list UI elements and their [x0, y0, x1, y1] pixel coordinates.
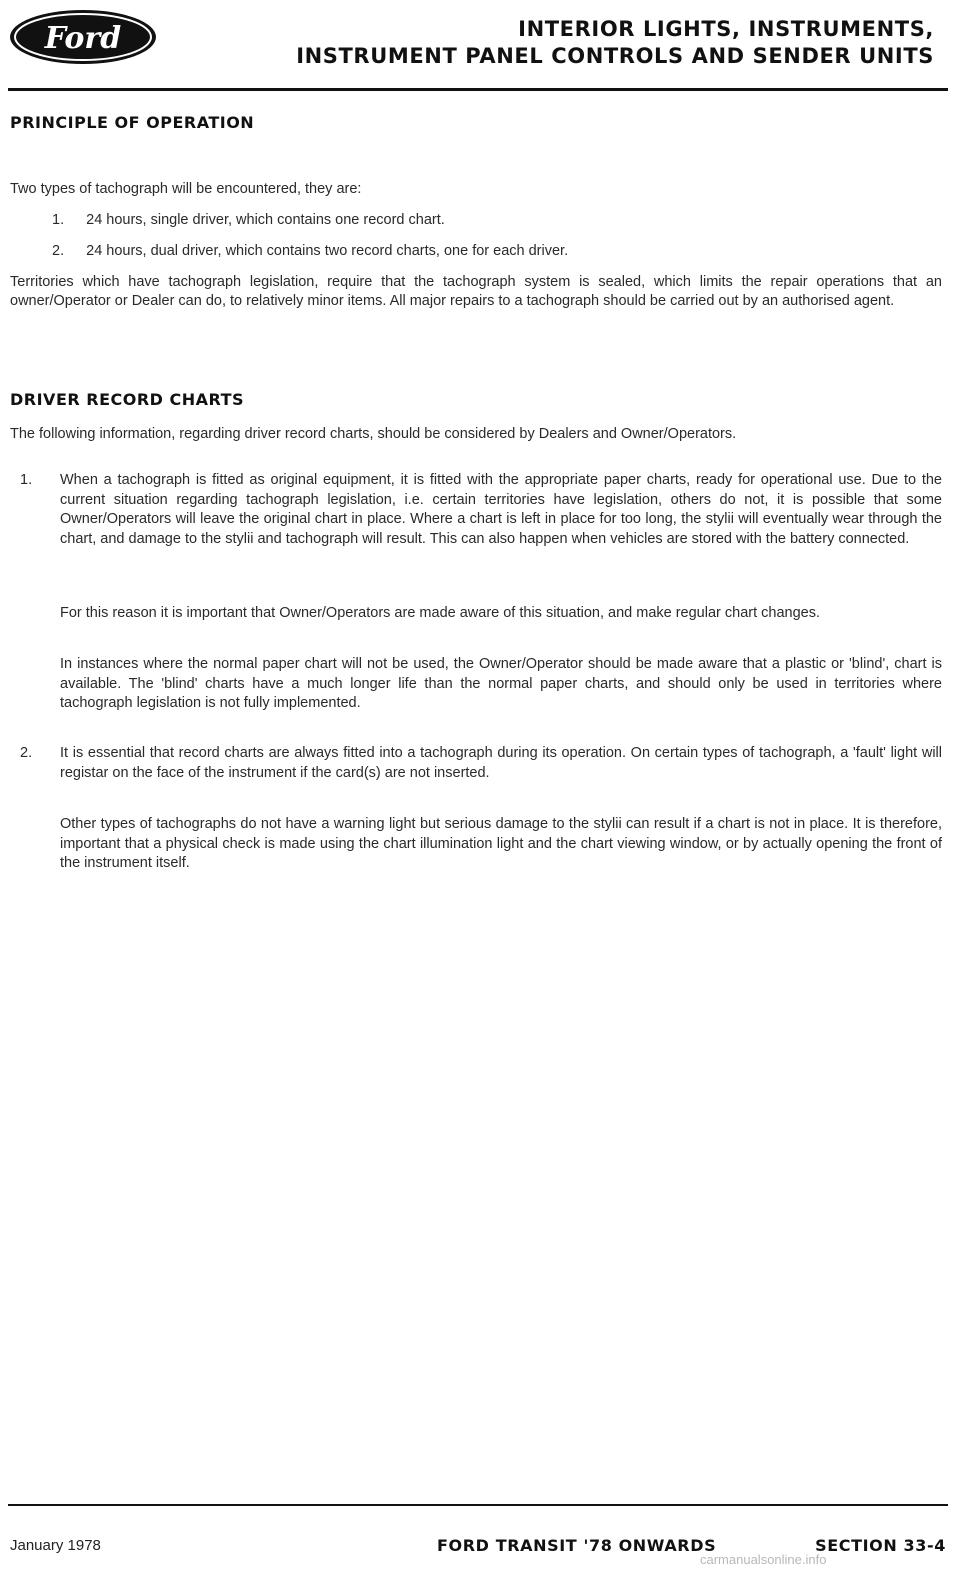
- item-text: 24 hours, single driver, which contains one record chart.: [86, 212, 445, 228]
- item-paragraph: Other types of tachographs do not have a warning light but serious damage to the stylii can result if a chart is not in place. It is therefore, important that a physical check is made using the chart illumination light and the chart viewing window, or by actually opening the front of the instrument itself.: [60, 816, 942, 871]
- ford-logo: [8, 8, 158, 66]
- list-item: [52, 242, 568, 261]
- footer-section-number: SECTION 33-4: [815, 1536, 946, 1555]
- territories-paragraph: Territories which have tachograph legislation, require that the tachograph system is sealed, which limits the repair operations that an owner/Operator or Dealer can do, to relatively minor items. All major repairs to a tachograph should be carried out by an authorised agent.: [10, 274, 942, 309]
- principle-heading: PRINCIPLE OF OPERATION: [10, 113, 255, 132]
- footer-date: January 1978: [10, 1537, 101, 1554]
- title-line-1: INTERIOR LIGHTS, INSTRUMENTS,: [518, 17, 934, 41]
- principle-intro: Two types of tachograph will be encountered, they are:: [10, 181, 362, 197]
- item-paragraph: It is essential that record charts are always fitted into a tachograph during its operation. On certain types of tachograph, a 'fault' light will registar on the face of the instrument if the card(s) are not inserted.: [60, 745, 942, 781]
- driver-charts-intro: The following information, regarding driver record charts, should be considered by Dealers and Owner/Operators.: [10, 426, 737, 442]
- item-number: 2.: [52, 243, 65, 259]
- page-title: [296, 16, 934, 70]
- footer-divider: [8, 1504, 948, 1506]
- item-number: 1.: [52, 212, 65, 228]
- item-paragraph: In instances where the normal paper chart will not be used, the Owner/Operator should be made aware that a plastic or 'blind', chart is available. The 'blind' charts have a much longer life than the normal paper charts, and should only be used in territories where tachograph legislation is not fully implemented.: [60, 656, 942, 711]
- title-line-2: INSTRUMENT PANEL CONTROLS AND SENDER UNITS: [296, 44, 934, 68]
- item-number: 2.: [20, 745, 33, 761]
- header-divider: [8, 88, 948, 91]
- footer-publication: FORD TRANSIT '78 ONWARDS: [437, 1536, 717, 1555]
- watermark: carmanualsonline.info: [700, 1552, 827, 1567]
- item-paragraph: When a tachograph is fitted as original equipment, it is fitted with the appropriate paper charts, ready for operational use. Due to the current situation regarding tachograph legislation, i.e. certain territories have legislation, others do not, it is possible that some Owner/Operators will leave the original chart in place. Where a chart is left in place for too long, the stylii will eventually wear through the chart, and damage to the stylii and tachograph will result. This can also happen when vehicles are stored with the battery connected.: [60, 472, 942, 547]
- item-number: 1.: [20, 472, 33, 488]
- list-item: [52, 211, 445, 230]
- item-text: 24 hours, dual driver, which contains two record charts, one for each driver.: [86, 243, 569, 259]
- driver-charts-heading: DRIVER RECORD CHARTS: [10, 390, 245, 409]
- logo-text: Ford: [44, 21, 122, 56]
- page-header: [8, 6, 948, 86]
- item-paragraph: For this reason it is important that Owner/Operators are made aware of this situation, and make regular chart changes.: [60, 605, 821, 621]
